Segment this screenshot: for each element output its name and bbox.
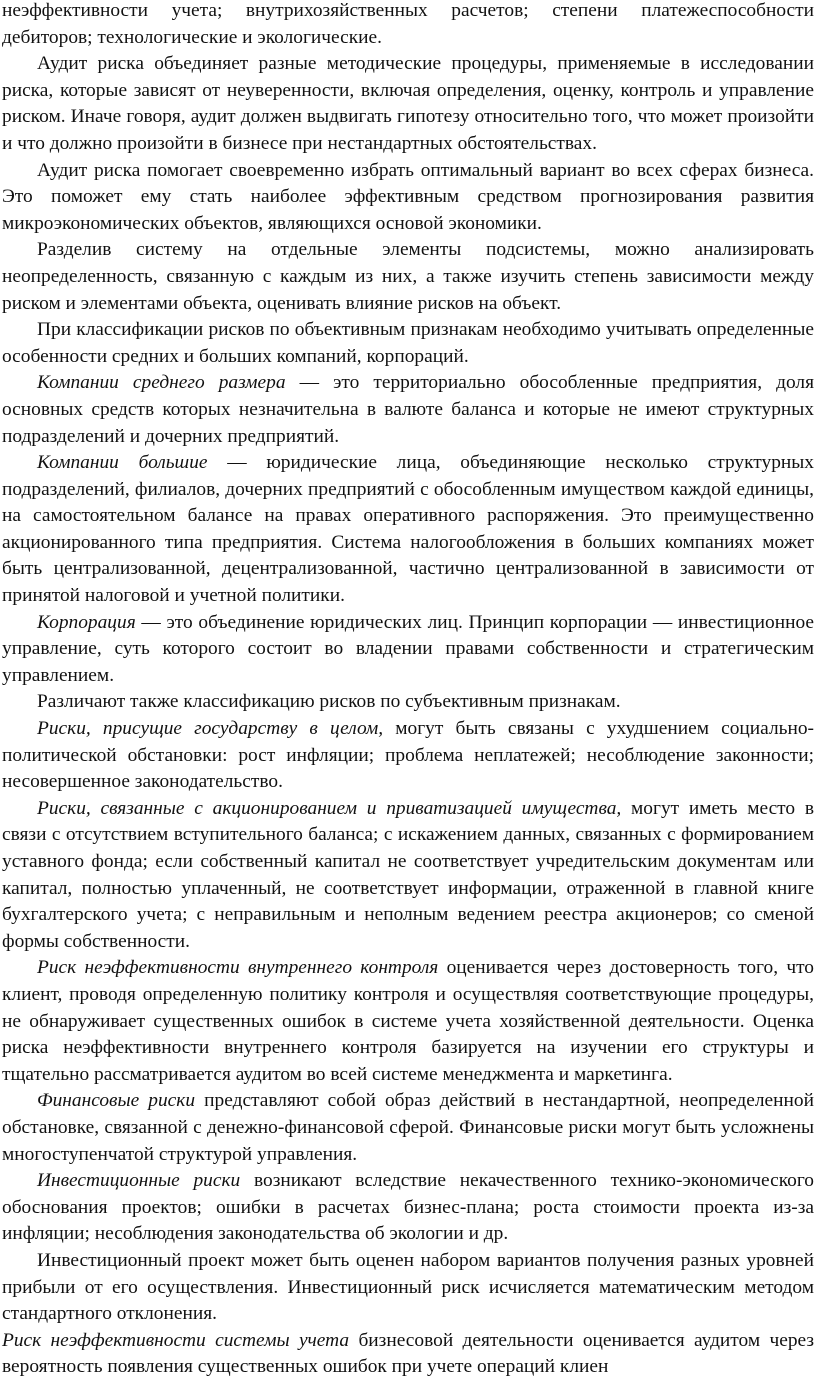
paragraph-1: [2, 0, 814, 51]
paragraph-lead: Риски, связанные с акционированием и приватизацией имущества,: [37, 797, 622, 819]
paragraph-text: Аудит риска объединяет разные методические процедуры, применяемые в исследовании риска, которые зависят от неуверенности, включая определения, оценку, контроль и управление риском. Иначе говоря, аудит должен выдвигать гипотезу относительно того, что может произойти и что должно произойти в бизнесе при нестандартных обстоятельствах.: [2, 53, 814, 154]
paragraph-14: [2, 1168, 814, 1248]
paragraph-lead: Финансовые риски: [37, 1090, 196, 1112]
paragraph-text: — юридические лица, объединяющие несколько структурных подразделений, филиалов, дочерних предприятий с обособленным имуществом каждой единицы, на самостоятельном балансе на правах оперативного распоряжения. Это преимущественно акционированного типа предприятия. Система налогообложения в больших компаниях может быть централизованной, децентрализованной, частично централизованной в зависимости от принятой налоговой и учетной политики.: [2, 452, 814, 607]
paragraph-text: оценивается через достоверность того, что клиент, проводя определенную политику контроля и осуществляя соответствующие процедуры, не обнаруживает существенных ошибок в системе учета хозяйственной деятельности. Оценка риска неэффективности внутреннего контроля базируется на изучении его структуры и тщательно рассматривается аудитом во всей системе менеджмента и маркетинга.: [2, 957, 814, 1085]
paragraph-15: [2, 1248, 814, 1328]
paragraph-lead: Риск неэффективности системы учета: [2, 1329, 350, 1351]
paragraph-text: могут иметь место в связи с отсутствием вступительного баланса; с искажением данных, связанных с формированием уставного фонда; если собственный капитал не соответствует учредительским документам или капитал, полностью уплаченный, не соответствует информации, отраженной в главной книге бухгалтерского учета; с неправильным и неполным ведением реестра акционеров; со сменой формы собственности.: [2, 797, 814, 952]
paragraph-lead: Риск неэффективности внутреннего контроля: [37, 957, 439, 979]
paragraph-lead: Корпорация: [37, 611, 136, 633]
paragraph-text: — это объединение юридических лиц. Принцип корпорации — инвестиционное управление, суть которого состоит во владении правами собственности и стратегическим управлением.: [2, 611, 814, 686]
paragraph-text: бизнесовой деятельности оценивается аудитом через вероятность появления существенных ошибок при учете операций клиен: [2, 1329, 815, 1378]
paragraph-7: [2, 450, 814, 610]
paragraph-text: неэффективности учета; внутрихозяйственных расчетов; степени платежеспособности дебиторов; технологические и экологические.: [2, 0, 814, 48]
paragraph-16: [2, 1328, 814, 1381]
paragraph-text: Аудит риска помогает своевременно избрать оптимальный вариант во всех сферах бизнеса. Это поможет ему стать наиболее эффективным средством прогнозирования развития микроэкономических объектов, являющихся основой экономики.: [2, 159, 814, 234]
paragraph-text: Инвестиционный проект может быть оценен набором вариантов получения разных уровней прибыли от его осуществления. Инвестиционный риск исчисляется математическим методом стандартного отклонения.: [2, 1249, 814, 1325]
paragraph-2: [2, 51, 814, 157]
paragraph-text: представляют собой образ действий в нестандартной, неопределенной обстановке, связанной с денежно-финансовой сферой. Финансовые риски могут быть усложнены многоступенчатой структурой управления.: [2, 1090, 814, 1165]
paragraph-text: Разделив систему на отдельные элементы подсистемы, можно анализировать неопределенность, связанную с каждым из них, а также изучить степень зависимости между риском и элементами объекта, оценивать влияние рисков на объект.: [2, 239, 814, 314]
paragraph-10: [2, 716, 814, 796]
paragraph-lead: Инвестиционные риски: [37, 1170, 241, 1192]
paragraph-text: возникают вследствие некачественного технико-экономического обоснования проектов; ошибки в расчетах бизнес-плана; роста стоимости проекта из-за инфляции; несоблюдения законодательства об экологии и др.: [2, 1170, 814, 1245]
paragraph-13: [2, 1088, 814, 1168]
paragraph-5: [2, 317, 814, 370]
paragraph-lead: Риски, присущие государству в целом,: [37, 718, 384, 740]
paragraph-lead: Компании большие: [37, 452, 208, 474]
paragraph-8: [2, 610, 814, 690]
paragraph-3: [2, 158, 814, 238]
paragraph-4: [2, 237, 814, 317]
paragraph-6: [2, 370, 814, 450]
paragraph-text: При классификации рисков по объективным признакам необходимо учитывать определенные особенности средних и больших компаний, корпораций.: [2, 319, 814, 367]
paragraph-11: [2, 796, 814, 956]
paragraph-lead: Компании среднего размера: [37, 372, 286, 394]
paragraph-text: Различают также классификацию рисков по субъективным признакам.: [37, 691, 621, 713]
paragraph-text: — это территориально обособленные предприятия, доля основных средств которых незначительна в валюте баланса и которые не имеют структурных подразделений и дочерних предприятий.: [2, 372, 815, 447]
paragraph-text: могут быть связаны с ухудшением социально-политической обстановки: рост инфляции; проблема неплатежей; несоблюдение законности; несовершенное законодательство.: [2, 718, 814, 793]
paragraph-12: [2, 955, 814, 1088]
paragraph-9: [2, 689, 814, 716]
